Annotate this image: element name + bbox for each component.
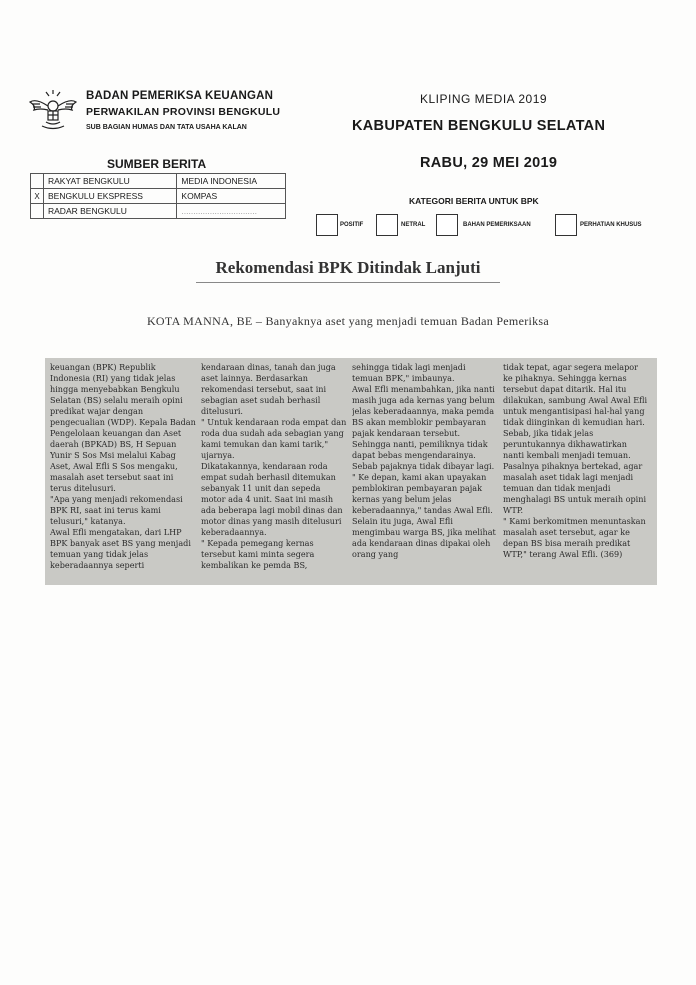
category-box-perhatian [555, 214, 577, 236]
source-mark [31, 174, 44, 189]
article-column-2 [201, 362, 347, 582]
category-label: POSITIF [340, 222, 364, 228]
category-title: KATEGORI BERITA UNTUK BPK [409, 196, 539, 206]
sources-title: SUMBER BERITA [107, 157, 207, 171]
column-text: keuangan (BPK) Republik Indonesia (RI) yang tidak jelas hingga menyebabkan Bengkulu Selatan (BS) selalu meraih opini predikat wajar dengan pengecualian (WDP). Kepala Badan Pengelolaan keuangan dan Aset daerah (BPKAD) BS, H Sepuan Yunir S Sos Msi melalui Kabag Aset, Awal Efli S Sos mengaku, masalah aset tersebut saat ini terus ditelusuri. "Apa yang menjadi rekomendasi BPK RI, saat ini terus kami telusuri," katanya. Awal Efli mengatakan, dari LHP BPK banyak aset BS yang menjadi temuan yang tidak jelas keberadaannya seperti [50, 362, 196, 570]
garuda-emblem-icon [28, 86, 78, 132]
column-text: tidak tepat, agar segera melapor ke pihaknya. Sehingga kernas tersebut dapat ditarik. Hal itu dilakukan, sambung Awal Awal Efli untuk mengantisipasi hal-hal yang tidak diinginkan di kemudian hari. Sebab, jika tidak jelas peruntukannya dikhawatirkan nanti kembali menjadi temuan. Pasalnya pihaknya bertekad, agar masalah aset tidak lagi menjadi temuan dan tidak menjadi menghalagi BS untuk meraih opini WTP. " Kami berkomitmen menuntaskan masalah aset tersebut, agar ke depan BS bisa meraih predikat WTP," terang Awal Efli. (369) [503, 362, 648, 559]
article-column-4 [503, 362, 649, 582]
category-box-bahan [436, 214, 458, 236]
category-label: PERHATIAN KHUSUS [580, 222, 642, 228]
kliping-title: KLIPING MEDIA 2019 [420, 92, 548, 106]
source-mark [31, 204, 44, 219]
sources-row [31, 189, 286, 204]
source-right: ................................ [177, 204, 286, 219]
sources-row [31, 174, 286, 189]
article-lead: KOTA MANNA, BE – Banyaknya aset yang menjadi temuan Badan Pemeriksa [146, 314, 550, 328]
article-column-3 [352, 362, 498, 582]
column-text: kendaraan dinas, tanah dan juga aset lainnya. Berdasarkan rekomendasi tersebut, saat ini sebagian aset sudah berhasil ditelusuri. " Untuk kendaraan roda empat dan roda dua sudah ada sebagian yang kami temukan dan kami tarik," ujarnya. Dikatakannya, kendaraan roda empat sudah berhasil ditemukan sebanyak 11 unit dan sepeda motor ada 4 unit. Saat ini masih ada beberapa lagi mobil dinas dan motor dinas yang masih ditelusuri keberadaannya. " Kepada pemegang kernas tersebut kami minta segera kembalikan ke pemda BS, [201, 362, 347, 570]
org-branch: PERWAKILAN PROVINSI BENGKULU [86, 106, 281, 118]
region-title: KABUPATEN BENGKULU SELATAN [352, 118, 606, 134]
category-label: NETRAL [401, 222, 426, 228]
source-left: RADAR BENGKULU [44, 204, 177, 219]
headline-divider [196, 282, 500, 283]
column-text: sehingga tidak lagi menjadi temuan BPK," imbaunya. Awal Efli menambahkan, jika nanti masih juga ada kernas yang belum jelas keberadaannya, maka pemda BS akan memblokir pembayaran pajak kendaraan tersebut. Sehingga nanti, pemiliknya tidak dapat bebas mengendarainya. Sebab pajaknya tidak dibayar lagi. " Ke depan, kami akan upayakan pemblokiran pembayaran pajak kernas yang belum jelas keberadaannya," tandas Awal Efli. Selain itu juga, Awal Efli mengimbau warga BS, jika melihat ada kendaraan dinas dipakai oleh orang yang [352, 362, 496, 559]
source-right: KOMPAS [177, 189, 286, 204]
org-division: SUB BAGIAN HUMAS DAN TATA USAHA KALAN [86, 124, 247, 131]
sources-row [31, 204, 286, 219]
source-left: RAKYAT BENGKULU [44, 174, 177, 189]
source-left: BENGKULU EKSPRESS [44, 189, 177, 204]
category-box-positif [316, 214, 338, 236]
category-label: BAHAN PEMERIKSAAN [463, 222, 531, 228]
article-headline: Rekomendasi BPK Ditindak Lanjuti [215, 258, 481, 277]
source-mark: X [31, 189, 44, 204]
org-name: BADAN PEMERIKSA KEUANGAN [86, 90, 274, 102]
article-column-1 [50, 362, 196, 582]
source-right: MEDIA INDONESIA [177, 174, 286, 189]
category-box-netral [376, 214, 398, 236]
issue-date: RABU, 29 MEI 2019 [420, 155, 558, 171]
sources-table [30, 173, 286, 219]
